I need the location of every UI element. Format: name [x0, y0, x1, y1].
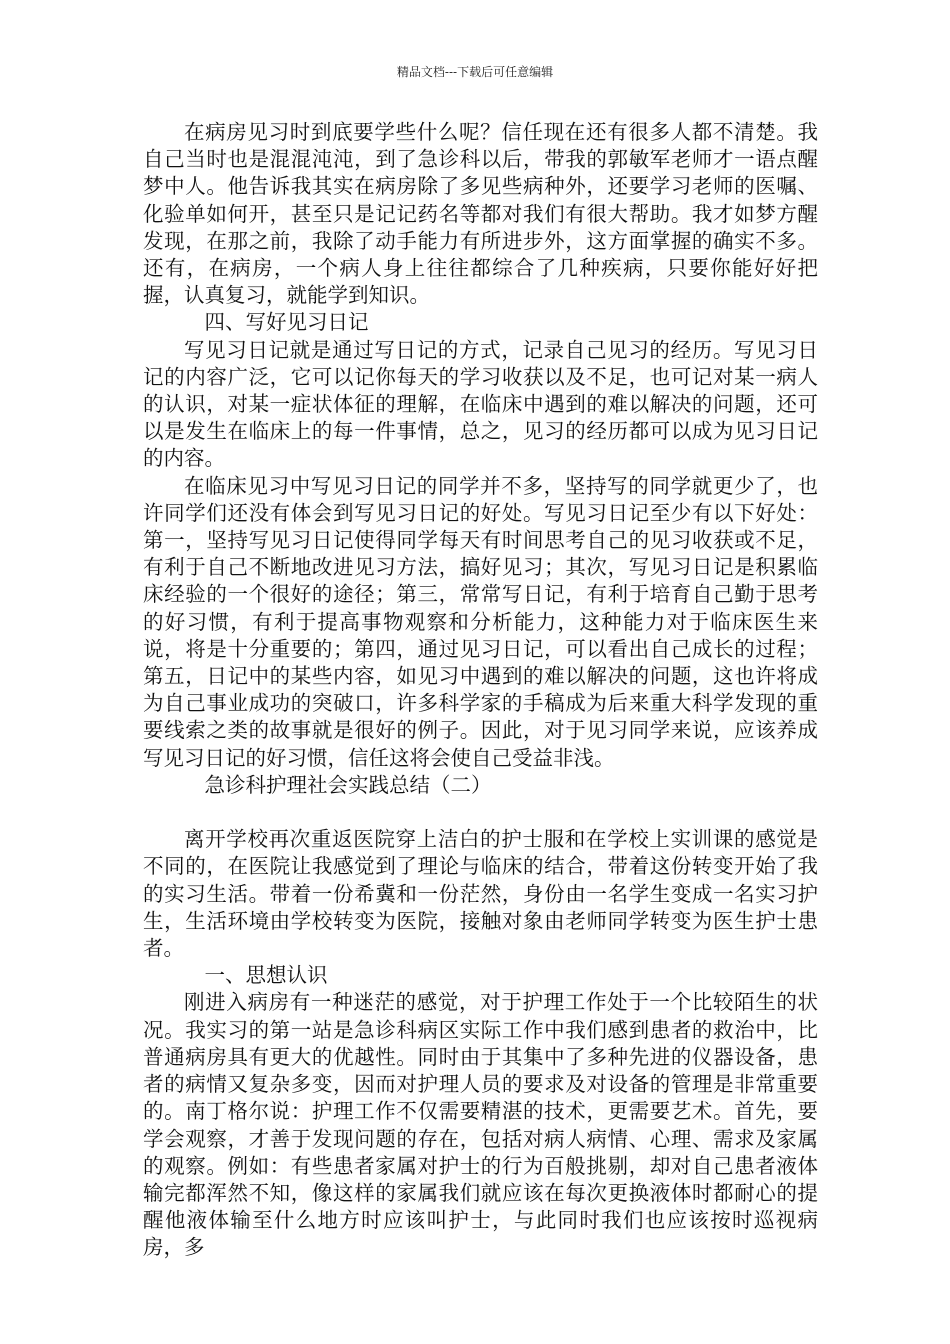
page-header: 精品文档---下载后可任意编辑 — [396, 65, 554, 79]
section-heading-thinking: 一、思想认识 — [204, 963, 328, 988]
paragraph-ward-observation: 刚进入病房有一种迷茫的感觉，对于护理工作处于一个比较陌生的状况。我实习的第一站是急诊科病区实际工作中我们感到患者的救治中，比普通病房具有更大的优越性。同时由于其集中了多种先进的仪器设备，患者的病情又复杂多变，因而对护理人员的要求及对设备的管理是非常重要的。南丁格尔说：护理工作不仅需要精湛的技术，更需要艺术。首先，要学会观察，才善于发现问题的存在，包括对病人病情、心理、需求及家属的观察。例如：有些患者家属对护士的行为百般挑剔，却对自己患者液体输完都浑然不知，像这样的家属我们就应该在每次更换液体时都耐心的提醒他液体输至什么地方时应该叫护士，与此同时我们也应该按时巡视病房，多 — [143, 990, 818, 1260]
paragraph-diary-intro: 写见习日记就是通过写日记的方式，记录自己见习的经历。写见习日记的内容广泛，它可以记你每天的学习收获以及不足，也可记对某一病人的认识，对某一症状体征的理解，在临床中遇到的难以解决的问题，还可以是发生在临床上的每一件事情，总之，见习的经历都可以成为见习日记的内容。 — [143, 337, 818, 471]
article-title-part-two: 急诊科护理社会实践总结（二） — [204, 772, 492, 797]
paragraph-internship-start: 离开学校再次重返医院穿上洁白的护士服和在学校上实训课的感觉是不同的，在医院让我感觉到了理论与临床的结合，带着这份转变开始了我的实习生活。带着一份希冀和一份茫然，身份由一名学生变成一名实习护生，生活环境由学校转变为医院，接触对象由老师同学转变为医生护士患者。 — [143, 827, 818, 961]
section-heading-diary: 四、写好见习日记 — [204, 310, 369, 335]
document-body — [143, 119, 818, 1262]
paragraph-diary-benefits: 在临床见习中写见习日记的同学并不多，坚持写的同学就更少了，也许同学们还没有体会到写见习日记的好处。写见习日记至少有以下好处：第一，坚持写见习日记使得同学每天有时间思考自己的见习收获或不足，有利于自己不断地改进见习方法，搞好见习；其次，写见习日记是积累临床经验的一个很好的途径；第三，常常写日记，有利于培育自己勤于思考的好习惯，有利于提高事物观察和分析能力，这种能力对于临床医生来说，将是十分重要的；第四，通过见习日记，可以看出自己成长的过程；第五，日记中的某些内容，如见习中遇到的难以解决的问题，这也许将成为自己事业成功的突破口，许多科学家的手稿成为后来重大科学发现的重要线索之类的故事就是很好的例子。因此，对于见习同学来说，应该养成写见习日记的好习惯，信任这将会使自己受益非浅。 — [143, 473, 818, 770]
paragraph-ward-learning: 在病房见习时到底要学些什么呢？信任现在还有很多人都不清楚。我自己当时也是混混沌沌，到了急诊科以后，带我的郭敏军老师才一语点醒梦中人。他告诉我其实在病房除了多见些病种外，还要学习老师的医嘱、化验单如何开，甚至只是记记药名等都对我们有很大帮助。我才如梦方醒发现，在那之前，我除了动手能力有所进步外，这方面掌握的确实不多。还有，在病房，一个病人身上往往都综合了几种疾病，只要你能好好把握，认真复习，就能学到知识。 — [143, 120, 818, 308]
